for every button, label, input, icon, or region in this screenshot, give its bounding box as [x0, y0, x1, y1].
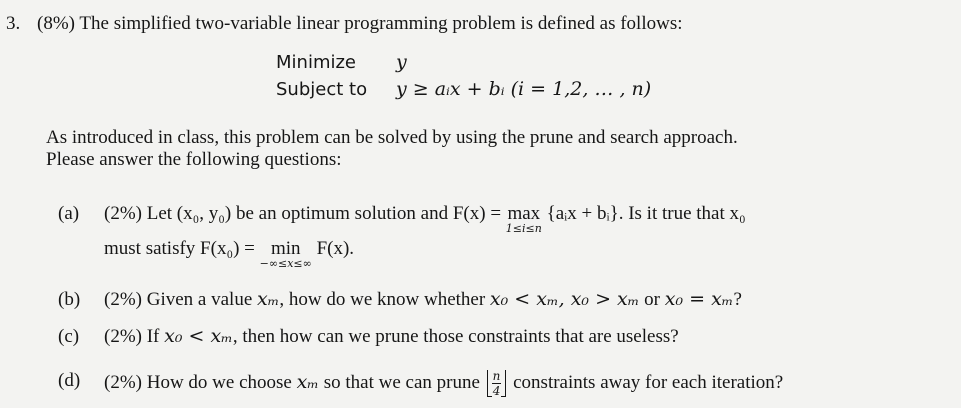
fraction-numerator: n — [492, 369, 501, 383]
question-c-label: (c) — [58, 326, 80, 347]
question-c-text-a: If — [146, 326, 160, 347]
problem-header — [6, 13, 683, 35]
question-a-text-2: {aᵢx + bᵢ}. Is it true that x₀ — [546, 203, 746, 224]
paragraph-line-2: Please answer the following questions: — [46, 149, 342, 170]
paragraph-line-1: As introduced in class, this problem can be solved by using the prune and search approach. — [46, 127, 738, 148]
question-b-expr-b: x₀ < xₘ, x₀ > xₘ — [489, 288, 640, 310]
min-operator: min −∞≤x≤∞ — [259, 238, 312, 270]
question-b-text-a: Given a value — [146, 289, 253, 310]
max-operator: max 1≤i≤n — [505, 203, 542, 235]
question-a-weight: (2%) — [104, 203, 142, 224]
question-b-text-d: ? — [733, 289, 742, 310]
question-d-text-c: constraints away for each iteration? — [513, 371, 784, 393]
problem-weight: (8%) — [37, 13, 75, 34]
fraction-denominator: 4 — [492, 384, 501, 398]
question-d-expr-a: xₘ — [296, 370, 319, 393]
problem-intro: The simplified two-variable linear programming problem is defined as follows: — [79, 13, 683, 34]
question-a-text-3: must satisfy F(x₀) = — [104, 238, 255, 259]
question-a-text-4: F(x). — [316, 238, 355, 259]
question-a-line-2 — [104, 238, 354, 269]
question-c-text — [104, 326, 679, 348]
question-d-text-b: so that we can prune — [323, 371, 480, 393]
question-c-text-b: , then how can we prune those constraints that are useless? — [232, 326, 679, 347]
question-a-label: (a) — [58, 203, 80, 224]
question-d-text-a: How do we choose — [146, 371, 292, 393]
subject-to-label: Subject to — [276, 79, 368, 100]
min-subscript: −∞≤x≤∞ — [259, 256, 312, 270]
question-b-text-c: or — [644, 289, 660, 310]
minimize-expression: y — [396, 51, 407, 73]
question-b-expr-a: xₘ — [257, 288, 280, 310]
max-subscript: 1≤i≤n — [505, 221, 542, 235]
question-b-text-b: , how do we know whether — [279, 289, 486, 310]
question-c-expr-a: x₀ < xₘ — [164, 325, 233, 347]
question-a-text-1: Let (x₀, y₀) be an optimum solution and F(x) = — [146, 203, 502, 224]
question-d-label: (d) — [58, 370, 81, 391]
problem-number: 3. — [6, 13, 21, 34]
question-c-weight: (2%) — [104, 326, 142, 347]
question-b-label: (b) — [58, 289, 81, 310]
question-b-text — [104, 289, 742, 311]
question-d-weight: (2%) — [104, 371, 142, 393]
question-a-line-1 — [104, 203, 746, 234]
question-d-text — [104, 370, 783, 397]
minimize-label: Minimize — [276, 52, 356, 73]
ceiling-fraction — [487, 370, 507, 397]
question-b-weight: (2%) — [104, 289, 142, 310]
question-b-expr-c: x₀ = xₘ — [664, 288, 734, 310]
constraint-expression: y ≥ aᵢx + bᵢ (i = 1,2, … , n) — [396, 78, 652, 100]
